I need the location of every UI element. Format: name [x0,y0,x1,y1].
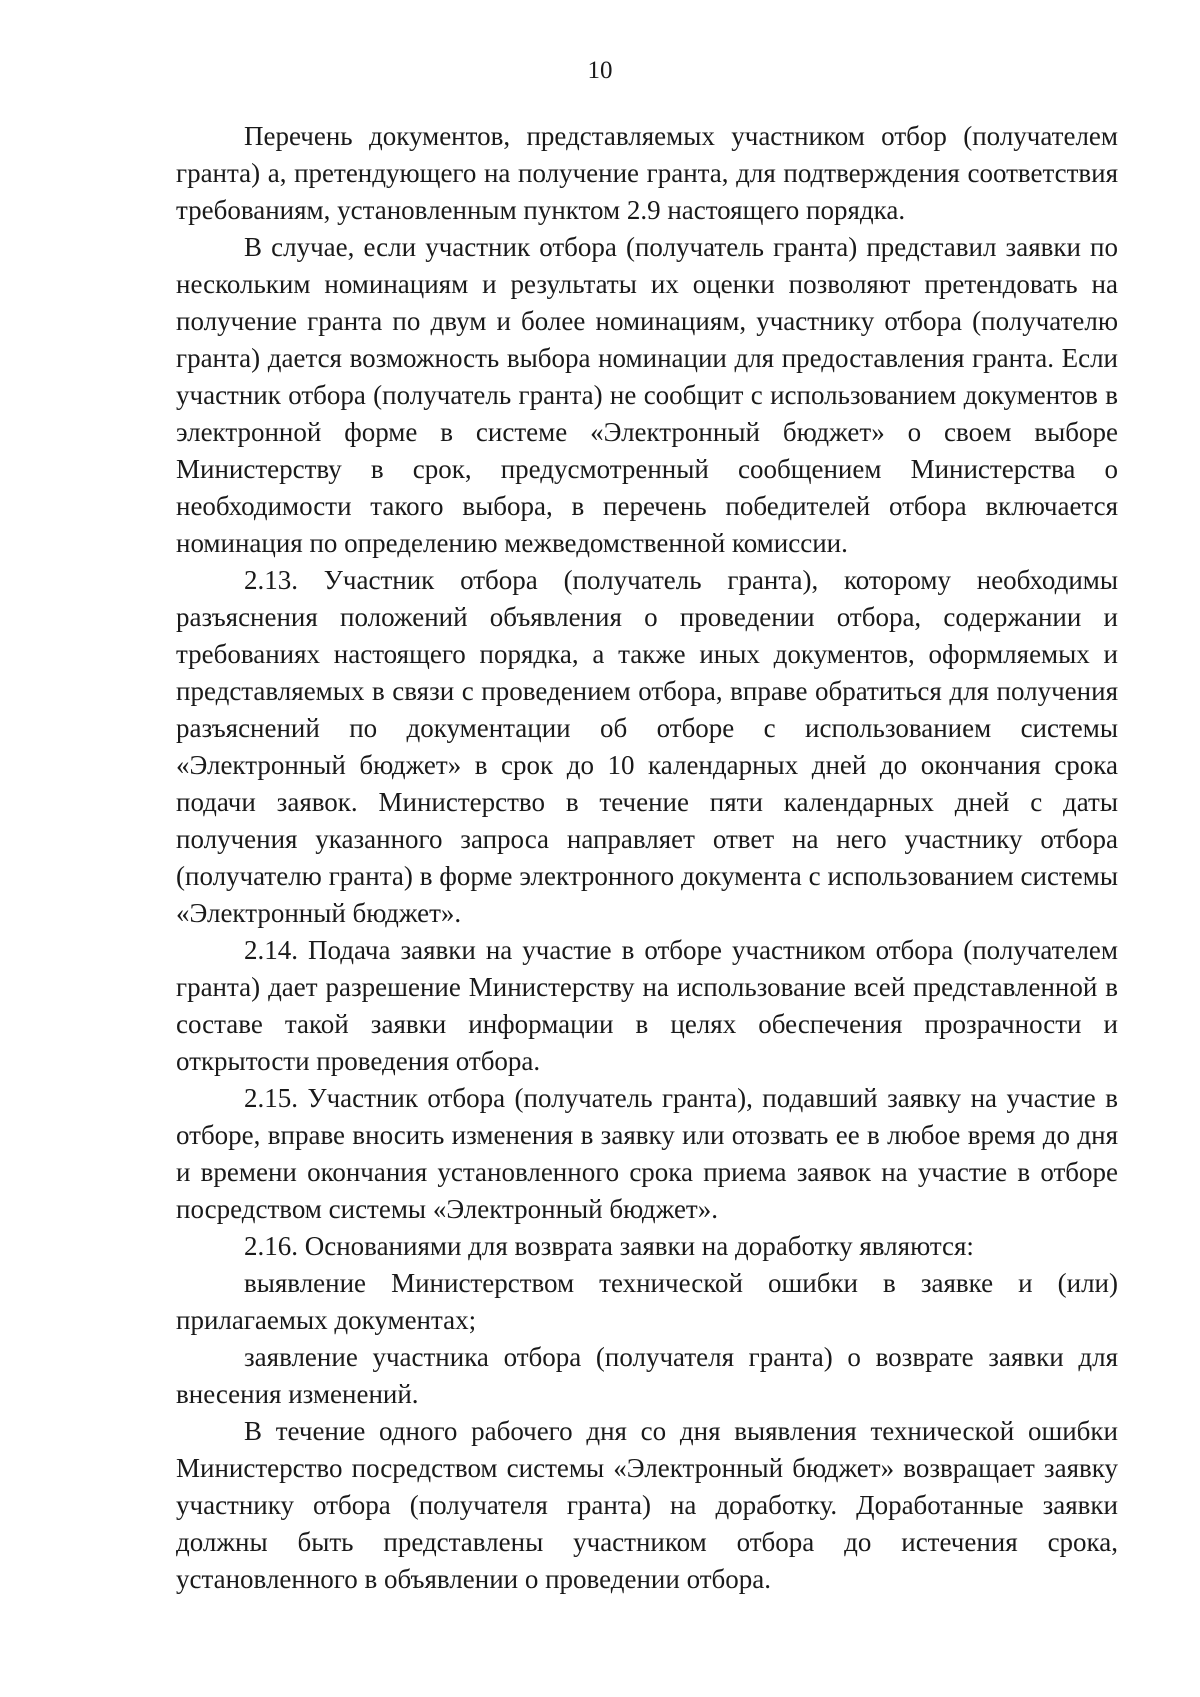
paragraph-return-for-revision: В течение одного рабочего дня со дня выявления технической ошибки Министерство посредством системы «Электронный бюджет» возвращает заявку участнику отбора (получателя гранта) на доработку. Доработанные заявки должны быть представлены участником отбора до истечения срока, установленного в объявлении о проведении отбора. [176,1416,1118,1594]
paragraph-participant-statement: заявление участника отбора (получателя гранта) о возврате заявки для внесения изменений. [176,1342,1118,1409]
paragraph-multiple-nominations: В случае, если участник отбора (получатель гранта) представил заявки по нескольким номинациям и результаты их оценки позволяют претендовать на получение гранта по двум и более номинациям, участнику отбора (получателю гранта) дается возможность выбора номинации для предоставления гранта. Если участник отбора (получатель гранта) не сообщит с использованием документов в электронной форме в системе «Электронный бюджет» о своем выборе Министерству в срок, предусмотренный сообщением Министерства о необходимости такого выбора, в перечень победителей отбора включается номинация по определению межведомственной комиссии. [176,232,1118,558]
paragraph-technical-error: выявление Министерством технической ошибки в заявке и (или) прилагаемых документах; [176,1268,1118,1335]
paragraph-2-15: 2.15. Участник отбора (получатель гранта), подавший заявку на участие в отборе, вправе вносить изменения в заявку или отозвать ее в любое время до дня и времени окончания установленного срока приема заявок на участие в отборе посредством системы «Электронный бюджет». [176,1083,1118,1224]
page-number: 10 [587,57,613,84]
paragraph-2-16: 2.16. Основаниями для возврата заявки на доработку являются: [244,1231,974,1261]
paragraph-2-14: 2.14. Подача заявки на участие в отборе участником отбора (получателем гранта) дает разрешение Министерству на использование всей представленной в составе такой заявки информации в целях обеспечения прозрачности и открытости проведения отбора. [176,935,1118,1076]
paragraph-documents-list: Перечень документов, представляемых участником отбор (получателем гранта) а, претендующего на получение гранта, для подтверждения соответствия требованиям, установленным пунктом 2.9 настоящего порядка. [176,121,1118,225]
document-body [176,118,1118,1598]
paragraph-2-13: 2.13. Участник отбора (получатель гранта), которому необходимы разъяснения положений объявления о проведении отбора, содержании и требованиях настоящего порядка, а также иных документов, оформляемых и представляемых в связи с проведением отбора, вправе обратиться для получения разъяснений по документации об отборе с использованием системы «Электронный бюджет» в срок до 10 календарных дней до окончания срока подачи заявок. Министерство в течение пяти календарных дней с даты получения указанного запроса направляет ответ на него участнику отбора (получателю гранта) в форме электронного документа с использованием системы «Электронный бюджет». [176,565,1118,928]
